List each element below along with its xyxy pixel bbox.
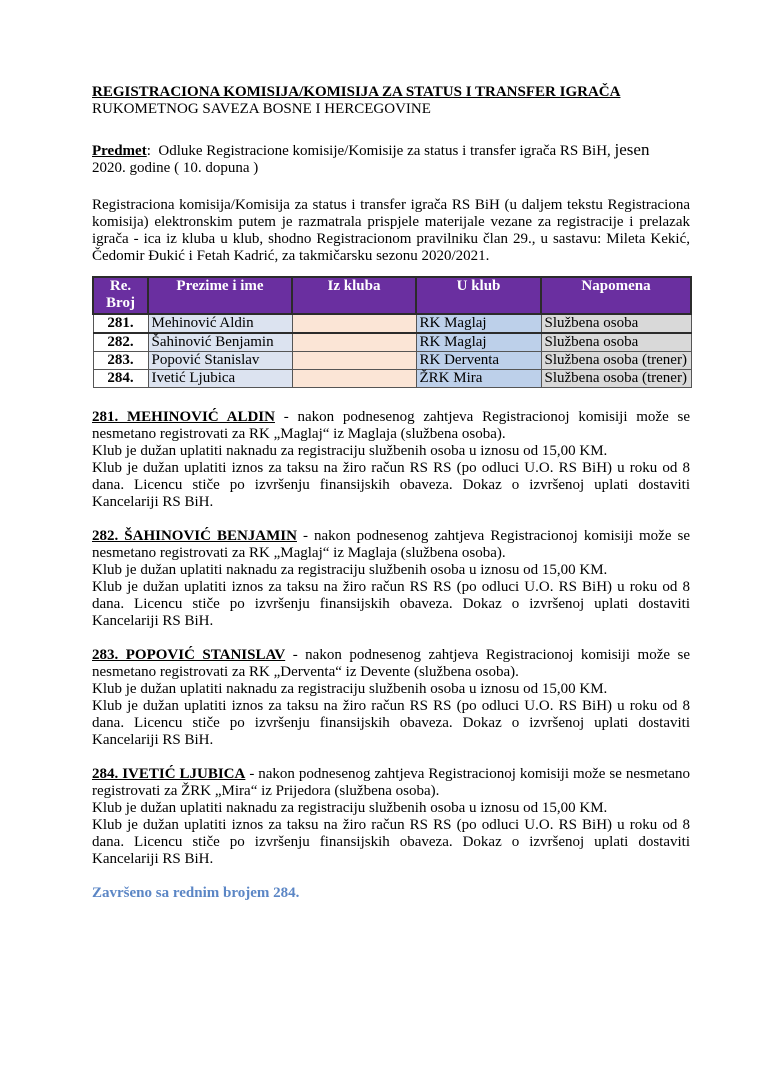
cell-note: Službena osoba <box>541 333 691 352</box>
cell-to-club: RK Derventa <box>416 352 541 370</box>
table-row <box>93 370 691 388</box>
cell-number: 282. <box>93 333 148 352</box>
cell-name: Ivetić Ljubica <box>148 370 292 388</box>
subject-rest: 2020. godine ( 10. dopuna ) <box>92 160 259 176</box>
document-title: REGISTRACIONA KOMISIJA/KOMISIJA ZA STATUS I TRANSFER IGRAČA <box>92 84 621 100</box>
cell-name: Popović Stanislav <box>148 352 292 370</box>
subject-season: jesen <box>614 140 650 159</box>
entry-decision: - nakon podnesenog zahtjeva Registracionoj komisiji može se nesmetano registrovati za RK „Derventa“ iz Devente (službena osoba). <box>92 647 690 680</box>
table-header-row <box>93 277 691 314</box>
entry-name: 283. POPOVIĆ STANISLAV <box>92 647 286 663</box>
decision-entries <box>92 409 690 868</box>
entry-fee: Klub je dužan uplatiti naknadu za registraciju službenih osoba u iznosu od 15,00 KM. <box>92 681 608 697</box>
header-note: Napomena <box>541 277 691 314</box>
cell-name: Mehinović Aldin <box>148 314 292 333</box>
entry-decision: - nakon podnesenog zahtjeva Registracionoj komisiji može se nesmetano registrovati za RK „Maglaj“ iz Maglaja (službena osoba). <box>92 409 690 442</box>
cell-to-club: RK Maglaj <box>416 333 541 352</box>
document-subtitle: RUKOMETNOG SAVEZA BOSNE I HERCEGOVINE <box>92 101 431 117</box>
subject-paragraph: Predmet: Odluke Registracione komisije/Komisije za status i transfer igrača RS BiH, jesen 2020. godine ( 10. dopuna ) <box>92 140 650 176</box>
entry-tax: Klub je dužan uplatiti iznos za taksu na žiro račun RS RS (po odluci U.O. RS BiH) u roku od 8 dana. Licencu stiče po izvršenju finansijskih obaveza. Dokaz o izvršenoj uplati dostaviti Kancelariji RS BiH. <box>92 460 690 510</box>
cell-from-club <box>292 352 416 370</box>
cell-to-club: RK Maglaj <box>416 314 541 333</box>
cell-number: 283. <box>93 352 148 370</box>
entry-decision: - nakon podnesenog zahtjeva Registracionoj komisiji može se nesmetano registrovati za ŽRK „Mira“ iz Prijedora (službena osoba). <box>92 766 690 799</box>
entry-tax: Klub je dužan uplatiti iznos za taksu na žiro račun RS RS (po odluci U.O. RS BiH) u roku od 8 dana. Licencu stiče po izvršenju finansijskih obaveza. Dokaz o izvršenoj uplati dostaviti Kancelariji RS BiH. <box>92 579 690 629</box>
document-page <box>92 84 690 902</box>
cell-note: Službena osoba (trener) <box>541 370 691 388</box>
decision-entry <box>92 409 690 511</box>
entry-name: 284. IVETIĆ LJUBICA <box>92 766 246 782</box>
cell-to-club: ŽRK Mira <box>416 370 541 388</box>
cell-from-club <box>292 370 416 388</box>
entry-fee: Klub je dužan uplatiti naknadu za registraciju službenih osoba u iznosu od 15,00 KM. <box>92 800 608 816</box>
entry-fee: Klub je dužan uplatiti naknadu za registraciju službenih osoba u iznosu od 15,00 KM. <box>92 562 608 578</box>
cell-from-club <box>292 333 416 352</box>
entry-name: 281. MEHINOVIĆ ALDIN <box>92 409 275 425</box>
closing-note: Završeno sa rednim brojem 284. <box>92 885 300 901</box>
header-to-club: U klub <box>416 277 541 314</box>
entry-tax: Klub je dužan uplatiti iznos za taksu na žiro račun RS RS (po odluci U.O. RS BiH) u roku od 8 dana. Licencu stiče po izvršenju finansijskih obaveza. Dokaz o izvršenoj uplati dostaviti Kancelariji RS BiH. <box>92 698 690 748</box>
table-row <box>93 314 691 333</box>
header-name: Prezime i ime <box>148 277 292 314</box>
table-row <box>93 333 691 352</box>
decision-entry <box>92 528 690 630</box>
decision-entry <box>92 647 690 749</box>
entry-fee: Klub je dužan uplatiti naknadu za registraciju službenih osoba u iznosu od 15,00 KM. <box>92 443 608 459</box>
header-from-club: Iz kluba <box>292 277 416 314</box>
entry-name: 282. ŠAHINOVIĆ BENJAMIN <box>92 528 297 544</box>
registration-table <box>92 276 692 388</box>
cell-number: 281. <box>93 314 148 333</box>
header-number: Re. Broj <box>93 277 148 314</box>
cell-note: Službena osoba <box>541 314 691 333</box>
entry-decision: - nakon podnesenog zahtjeva Registracionoj komisiji može se nesmetano registrovati za RK „Maglaj“ iz Maglaja (službena osoba). <box>92 528 690 561</box>
cell-name: Šahinović Benjamin <box>148 333 292 352</box>
table-row <box>93 352 691 370</box>
entry-tax: Klub je dužan uplatiti iznos za taksu na žiro račun RS RS (po odluci U.O. RS BiH) u roku od 8 dana. Licencu stiče po izvršenju finansijskih obaveza. Dokaz o izvršenoj uplati dostaviti Kancelariji RS BiH. <box>92 817 690 867</box>
cell-number: 284. <box>93 370 148 388</box>
decision-entry <box>92 766 690 868</box>
subject-label: Predmet <box>92 143 147 159</box>
intro-paragraph: Registraciona komisija/Komisija za status i transfer igrača RS BiH (u daljem tekstu Registraciona komisija) elektronskim putem je razmatrala prispjele materijale vezane za registracije i prelazak igrača - ica iz kluba u klub, shodno Registracionom pravilniku član 29., u sastavu: Mileta Kekić, Čedomir Đukić i Fetah Kadrić, za takmičarsku sezonu 2020/2021. <box>92 197 690 264</box>
subject-text: Odluke Registracione komisije/Komisije za status i transfer igrača RS BiH, <box>158 143 611 159</box>
cell-from-club <box>292 314 416 333</box>
cell-note: Službena osoba (trener) <box>541 352 691 370</box>
